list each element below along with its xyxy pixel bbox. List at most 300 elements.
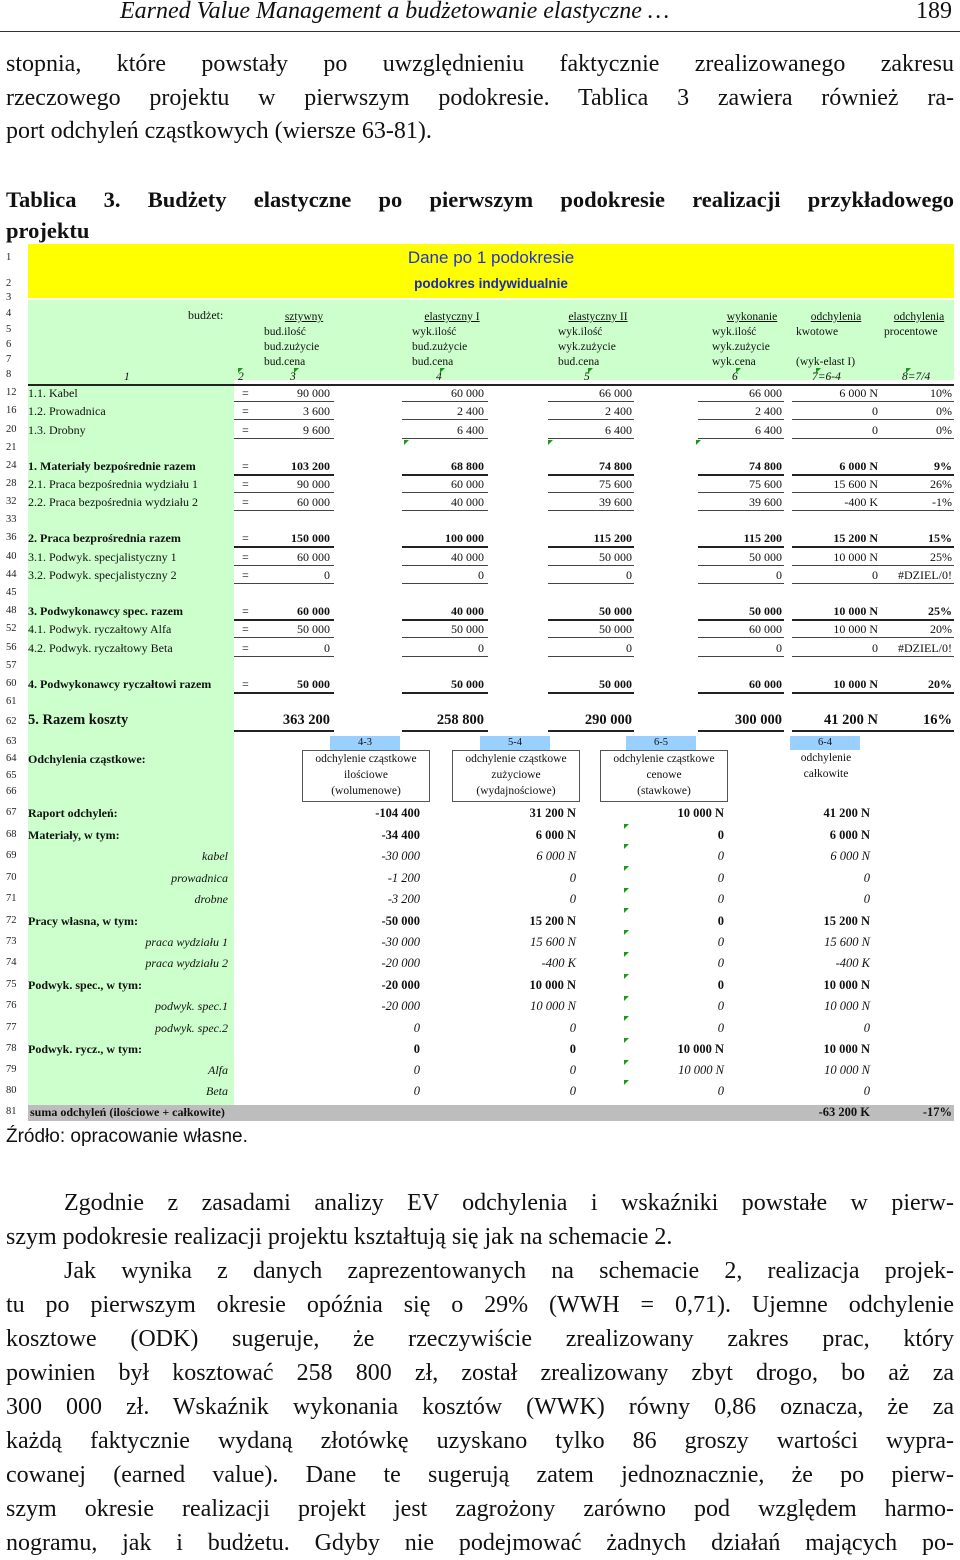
cell-value: 115 200 bbox=[743, 531, 782, 545]
report-value: 6 000 N bbox=[535, 828, 576, 842]
caption-line: projektu bbox=[6, 218, 90, 243]
column-header: wyk.ilość bbox=[412, 326, 457, 338]
report-label: Beta bbox=[206, 1084, 228, 1098]
report-value: 15 200 N bbox=[529, 914, 576, 928]
formula-chip: 6-4 bbox=[790, 736, 860, 750]
row-label: 4.1. Podwyk. ryczałtowy Alfa bbox=[28, 622, 172, 636]
formula-chip: 5-4 bbox=[480, 736, 550, 750]
cell-rule bbox=[402, 438, 488, 439]
report-value: 0 bbox=[413, 1063, 420, 1077]
cell-rule bbox=[792, 656, 880, 657]
cell-rule bbox=[548, 492, 634, 493]
row-number: 8 bbox=[6, 369, 12, 380]
sum-row-percent: -17% bbox=[922, 1105, 952, 1119]
table-caption bbox=[6, 184, 954, 246]
column-header: wyk.ilość bbox=[712, 326, 757, 338]
row-number: 61 bbox=[6, 696, 17, 707]
cell-rule bbox=[234, 583, 334, 584]
report-value: 0 bbox=[717, 956, 724, 970]
cell-value: 0 bbox=[324, 641, 330, 655]
cell-value: 6 400 bbox=[755, 423, 782, 437]
cell-value: 6 000 N bbox=[839, 459, 878, 473]
row-label: 2.1. Praca bezpośrednia wydziału 1 bbox=[28, 477, 198, 491]
report-label: praca wydziału 2 bbox=[145, 956, 228, 970]
row-number: 79 bbox=[6, 1064, 17, 1075]
column-header: bud.ilość bbox=[264, 326, 306, 338]
cell-value: 40 000 bbox=[451, 495, 484, 509]
column-number: 3 bbox=[290, 371, 296, 383]
cell-rule bbox=[402, 401, 488, 402]
cell-marker bbox=[624, 1016, 629, 1021]
report-value: 0 bbox=[717, 935, 724, 949]
cell-rule bbox=[548, 565, 634, 566]
body-line: 300 000 zł. Wskaźnik wykonania kosztów (WWK) równy 0,86 oznacza, że za bbox=[6, 1394, 954, 1420]
cell-value: 363 200 bbox=[282, 712, 330, 728]
report-value: 0 bbox=[717, 828, 724, 842]
row-label: 2.2. Praca bezpośrednia wydziału 2 bbox=[28, 495, 198, 509]
cell-value: 6 400 bbox=[605, 423, 632, 437]
cell-value: 90 000 bbox=[297, 386, 330, 400]
report-value: 10 000 N bbox=[677, 806, 724, 820]
caption-line: Tablica 3. Budżety elastyczne po pierwszym podokresie realizacji przykładowego bbox=[6, 187, 954, 212]
cell-rule bbox=[880, 438, 954, 439]
row-number: 67 bbox=[6, 807, 17, 818]
cell-value: 40 000 bbox=[451, 550, 484, 564]
cell-value: 68 800 bbox=[451, 459, 484, 473]
cell-value: 115 200 bbox=[593, 531, 632, 545]
cell-rule bbox=[402, 510, 488, 511]
row-label: 5. Razem koszty bbox=[28, 712, 129, 728]
intro-line: rzeczowego projektu w pierwszym podokresie. Tablica 3 zawiera również ra- bbox=[6, 84, 954, 111]
row-label: 3. Podwykonawcy spec. razem bbox=[28, 604, 183, 618]
banner-subtitle: podokres indywidualnie bbox=[414, 276, 568, 291]
cell-marker bbox=[588, 368, 593, 373]
report-value: -400 K bbox=[835, 956, 870, 970]
cell-rule bbox=[548, 474, 634, 476]
report-value: -20 000 bbox=[381, 978, 420, 992]
cell-value: 15% bbox=[928, 531, 952, 545]
cell-rule bbox=[234, 565, 334, 566]
cell-value: 10% bbox=[930, 386, 952, 400]
report-value: 15 200 N bbox=[823, 914, 870, 928]
formula-chip: 4-3 bbox=[330, 736, 400, 750]
partial-box-line: odchylenie cząstkowe bbox=[465, 753, 567, 765]
report-value: 0 bbox=[413, 1021, 420, 1035]
cell-value: 10 000 N bbox=[833, 622, 878, 636]
partial-box-line: zużyciowe bbox=[491, 769, 541, 781]
report-value: 0 bbox=[413, 1084, 420, 1098]
budget-label: budżet: bbox=[188, 308, 224, 322]
row-number: 80 bbox=[6, 1085, 17, 1096]
partial-box-line: odchylenie cząstkowe bbox=[613, 753, 715, 765]
row-number: 57 bbox=[6, 660, 17, 671]
cell-rule bbox=[234, 656, 334, 657]
cell-value: 50 000 bbox=[297, 622, 330, 636]
body-line: szym podokresie realizacji projektu kształtują się jak na schemacie 2. bbox=[6, 1224, 673, 1250]
cell-rule bbox=[402, 492, 488, 493]
cell-marker bbox=[238, 368, 243, 373]
cell-rule bbox=[234, 419, 334, 420]
cell-value: 50 000 bbox=[297, 677, 330, 691]
cell-value: 66 000 bbox=[749, 386, 782, 400]
cell-value: 0% bbox=[936, 423, 952, 437]
report-value: -34 400 bbox=[381, 828, 420, 842]
body-line: szym okresie realizacji projekt jest zagrożony zarówno pod względem harmo- bbox=[6, 1496, 954, 1522]
equals-sign: = bbox=[242, 531, 249, 545]
sum-row-label: suma odchyleń (ilościowe + całkowite) bbox=[28, 1105, 954, 1121]
spreadsheet-table bbox=[6, 244, 954, 1122]
column-header: sztywny bbox=[284, 311, 324, 323]
cell-rule bbox=[792, 583, 880, 584]
row-number: 70 bbox=[6, 872, 17, 883]
cell-value: 0 bbox=[872, 641, 878, 655]
body-line: nogramu, jak i budżetu. Gdyby nie podejmować żadnych działań mających po- bbox=[6, 1530, 954, 1556]
column-header: elastyczny I bbox=[424, 311, 480, 323]
cell-rule bbox=[548, 546, 634, 548]
cell-value: 9% bbox=[934, 459, 952, 473]
cell-rule bbox=[792, 419, 880, 420]
cell-value: 50 000 bbox=[599, 550, 632, 564]
cell-value: 50 000 bbox=[749, 550, 782, 564]
formula-chip: 6-5 bbox=[626, 736, 696, 750]
row-label: 4.2. Podwyk. ryczałtowy Beta bbox=[28, 641, 173, 655]
cell-value: 50 000 bbox=[749, 604, 782, 618]
column-header: wykonanie bbox=[726, 311, 778, 323]
cell-rule bbox=[234, 438, 334, 439]
equals-sign: = bbox=[242, 550, 249, 564]
row-number: 24 bbox=[6, 460, 17, 471]
cell-value: 103 200 bbox=[291, 459, 330, 473]
partial-box-line: ilościowe bbox=[343, 769, 389, 781]
report-value: 0 bbox=[717, 999, 724, 1013]
cell-rule bbox=[234, 637, 334, 638]
row-number: 73 bbox=[6, 936, 17, 947]
cell-value: 10 000 N bbox=[833, 550, 878, 564]
row-number: 60 bbox=[6, 678, 17, 689]
body-line: Zgodnie z zasadami analizy EV odchylenia i wskaźniki powstałe w pierw- bbox=[64, 1190, 954, 1216]
report-value: -20 000 bbox=[381, 956, 420, 970]
intro-line: port odchyleń cząstkowych (wiersze 63-81). bbox=[6, 118, 432, 144]
cell-value: 50 000 bbox=[451, 622, 484, 636]
report-value: 0 bbox=[863, 892, 870, 906]
partial-title: Odchylenia cząstkowe: bbox=[28, 752, 146, 766]
cell-value: 15 600 N bbox=[833, 477, 878, 491]
cell-value: 2 400 bbox=[755, 404, 782, 418]
cell-rule bbox=[792, 637, 880, 638]
cell-rule bbox=[698, 730, 784, 732]
partial-box-line: odchylenie bbox=[800, 752, 852, 764]
report-value: 15 600 N bbox=[530, 935, 576, 949]
report-value: 0 bbox=[717, 1021, 724, 1035]
cell-value: 16% bbox=[923, 712, 952, 728]
cell-rule bbox=[880, 637, 954, 638]
equals-sign: = bbox=[242, 459, 249, 473]
body-line: cowanej (earned value). Dane te sugerują zatem jednoznacznie, że po pierw- bbox=[6, 1462, 954, 1488]
row-label: 1.2. Prowadnica bbox=[28, 404, 106, 418]
report-value: 10 000 N bbox=[678, 1063, 724, 1077]
equals-sign: = bbox=[242, 641, 249, 655]
report-value: 10 000 N bbox=[823, 1042, 870, 1056]
cell-rule bbox=[402, 656, 488, 657]
cell-marker bbox=[404, 440, 409, 445]
column-header: bud.zużycie bbox=[264, 341, 320, 353]
report-value: 41 200 N bbox=[823, 806, 870, 820]
cell-value: 0 bbox=[872, 568, 878, 582]
cell-rule bbox=[698, 565, 784, 566]
column-header: bud.cena bbox=[412, 356, 454, 368]
report-label: Alfa bbox=[208, 1063, 228, 1077]
cell-value: 25% bbox=[928, 604, 952, 618]
column-header: wyk.ilość bbox=[558, 326, 603, 338]
report-label: Podwyk. spec., w tym: bbox=[28, 978, 142, 992]
cell-rule bbox=[792, 619, 880, 621]
equals-sign: = bbox=[242, 386, 249, 400]
row-number: 77 bbox=[6, 1022, 17, 1033]
cell-value: 41 200 N bbox=[824, 712, 878, 728]
equals-sign: = bbox=[242, 404, 249, 418]
report-value: 0 bbox=[717, 892, 724, 906]
cell-marker bbox=[624, 930, 629, 935]
row-number: 81 bbox=[6, 1106, 17, 1117]
cell-rule bbox=[698, 510, 784, 511]
cell-value: 0 bbox=[776, 641, 782, 655]
equals-sign: = bbox=[242, 622, 249, 636]
cell-value: 0 bbox=[626, 641, 632, 655]
report-label: podwyk. spec.1 bbox=[155, 999, 228, 1013]
row-number: 3 bbox=[6, 292, 12, 303]
cell-value: 60 000 bbox=[749, 622, 782, 636]
cell-marker bbox=[624, 1038, 629, 1043]
row-number: 12 bbox=[6, 387, 17, 398]
cell-rule bbox=[402, 474, 488, 476]
cell-value: 75 600 bbox=[749, 477, 782, 491]
partial-box bbox=[302, 750, 430, 802]
cell-rule bbox=[880, 565, 954, 566]
partial-box bbox=[452, 750, 580, 802]
column-header: kwotowe bbox=[796, 326, 839, 338]
column-number: 8=7/4 bbox=[902, 371, 931, 383]
cell-value: 15 200 N bbox=[833, 531, 878, 545]
report-value: 0 bbox=[413, 1042, 420, 1056]
row-number: 4 bbox=[6, 308, 12, 319]
row-number: 40 bbox=[6, 551, 17, 562]
cell-value: 74 800 bbox=[749, 459, 782, 473]
cell-value: 74 800 bbox=[599, 459, 632, 473]
cell-value: 6 000 N bbox=[839, 386, 878, 400]
row-number: 69 bbox=[6, 850, 17, 861]
row-number: 76 bbox=[6, 1000, 17, 1011]
cell-value: 50 000 bbox=[599, 622, 632, 636]
cell-marker bbox=[906, 368, 911, 373]
cell-rule bbox=[548, 583, 634, 584]
cell-value: 9 600 bbox=[303, 423, 330, 437]
row-number: 64 bbox=[6, 753, 17, 764]
report-value: 10 000 N bbox=[824, 1063, 870, 1077]
row-label: 1.1. Kabel bbox=[28, 386, 78, 400]
column-header: elastyczny II bbox=[568, 311, 628, 323]
column-header: (wyk-elast I) bbox=[796, 356, 856, 368]
cell-rule bbox=[698, 401, 784, 402]
cell-value: 60 000 bbox=[451, 386, 484, 400]
report-value: -30 000 bbox=[381, 935, 420, 949]
report-value: 0 bbox=[863, 871, 870, 885]
cell-rule bbox=[880, 401, 954, 402]
cell-value: 40 000 bbox=[451, 604, 484, 618]
row-number: 21 bbox=[6, 442, 17, 453]
cell-value: 50 000 bbox=[599, 677, 632, 691]
cell-value: 0 bbox=[626, 568, 632, 582]
running-title: Earned Value Management a budżetowanie elastyczne … bbox=[120, 0, 670, 24]
cell-marker bbox=[548, 440, 553, 445]
cell-marker bbox=[624, 866, 629, 871]
row-number: 1 bbox=[6, 252, 12, 263]
cell-rule bbox=[402, 619, 488, 621]
cell-rule bbox=[698, 474, 784, 476]
cell-rule bbox=[698, 619, 784, 621]
running-header bbox=[0, 0, 960, 32]
cell-rule bbox=[880, 583, 954, 584]
report-value: 0 bbox=[717, 871, 724, 885]
cell-value: 2 400 bbox=[457, 404, 484, 418]
column-header: wyk.zużycie bbox=[558, 341, 616, 353]
cell-rule bbox=[548, 401, 634, 402]
cell-rule bbox=[234, 619, 334, 621]
cell-marker bbox=[816, 368, 821, 373]
cell-marker bbox=[624, 952, 629, 957]
cell-value: 300 000 bbox=[734, 712, 782, 728]
cell-rule bbox=[402, 730, 488, 732]
cell-rule bbox=[548, 730, 634, 732]
row-label: 3.1. Podwyk. specjalistyczny 1 bbox=[28, 550, 177, 564]
cell-rule bbox=[880, 510, 954, 511]
cell-value: -1% bbox=[932, 495, 952, 509]
column-header: bud.cena bbox=[558, 356, 600, 368]
cell-marker bbox=[624, 888, 629, 893]
report-value: 0 bbox=[569, 1042, 576, 1056]
cell-marker bbox=[294, 368, 299, 373]
partial-box-line: (wydajnościowe) bbox=[476, 785, 556, 797]
row-number: 72 bbox=[6, 915, 17, 926]
cell-rule bbox=[698, 546, 784, 548]
row-number: 32 bbox=[6, 496, 17, 507]
cell-value: 0 bbox=[872, 423, 878, 437]
cell-rule bbox=[234, 474, 334, 476]
cell-value: 20% bbox=[928, 677, 952, 691]
row-number: 62 bbox=[6, 716, 17, 727]
report-value: 0 bbox=[717, 978, 724, 992]
column-header: procentowe bbox=[884, 326, 938, 338]
cell-rule bbox=[548, 656, 634, 657]
cell-rule bbox=[698, 492, 784, 493]
cell-rule bbox=[402, 637, 488, 638]
row-number: 7 bbox=[6, 354, 12, 365]
report-value: 0 bbox=[717, 849, 724, 863]
cell-rule bbox=[792, 510, 880, 511]
body-line: powinien był kosztować 258 800 zł, został zrealizowany zbyt drogo, bo aż za bbox=[6, 1360, 954, 1386]
report-value: 10 000 N bbox=[824, 999, 870, 1013]
partial-box bbox=[600, 750, 728, 802]
cell-rule bbox=[402, 546, 488, 548]
cell-value: 100 000 bbox=[445, 531, 484, 545]
row-number: 33 bbox=[6, 514, 17, 525]
row-number: 63 bbox=[6, 736, 17, 747]
sheet-banner bbox=[28, 244, 954, 298]
report-value: 0 bbox=[569, 871, 576, 885]
report-value: 0 bbox=[863, 1021, 870, 1035]
report-value: 6 000 N bbox=[829, 828, 870, 842]
cell-value: 2 400 bbox=[605, 404, 632, 418]
cell-marker bbox=[624, 1080, 629, 1085]
cell-rule bbox=[548, 419, 634, 420]
report-value: -30 000 bbox=[381, 849, 420, 863]
row-number: 44 bbox=[6, 569, 17, 580]
report-value: 10 000 N bbox=[530, 999, 576, 1013]
cell-value: 0 bbox=[872, 404, 878, 418]
cell-value: 60 000 bbox=[297, 550, 330, 564]
cell-rule bbox=[234, 492, 334, 493]
report-value: 15 600 N bbox=[824, 935, 870, 949]
report-value: 0 bbox=[569, 1084, 576, 1098]
cell-marker bbox=[624, 996, 629, 1001]
equals-sign: = bbox=[242, 477, 249, 491]
column-header: bud.zużycie bbox=[412, 341, 468, 353]
body-line: kosztowe (ODK) sugeruje, że rzeczywiście zrealizowany zakres prac, który bbox=[6, 1326, 954, 1352]
report-value: -3 200 bbox=[387, 892, 420, 906]
cell-rule bbox=[880, 546, 954, 548]
cell-rule bbox=[548, 692, 634, 694]
report-value: -50 000 bbox=[381, 914, 420, 928]
cell-value: 50 000 bbox=[599, 604, 632, 618]
row-number: 68 bbox=[6, 829, 17, 840]
column-header: odchylenia bbox=[810, 311, 862, 323]
cell-rule bbox=[792, 565, 880, 566]
cell-rule bbox=[880, 692, 954, 694]
row-number: 5 bbox=[6, 324, 12, 335]
row-label: 2. Praca bezprośrednia razem bbox=[28, 531, 181, 545]
report-value: -1 200 bbox=[387, 871, 420, 885]
row-number: 74 bbox=[6, 957, 17, 968]
cell-value: 6 400 bbox=[457, 423, 484, 437]
cell-rule bbox=[698, 656, 784, 657]
cell-marker bbox=[624, 908, 629, 913]
cell-rule bbox=[234, 510, 334, 511]
row-label: 4. Podwykonawcy ryczałtowi razem bbox=[28, 677, 212, 691]
cell-value: 0% bbox=[936, 404, 952, 418]
cell-value: 290 000 bbox=[584, 712, 632, 728]
row-number: 65 bbox=[6, 770, 17, 781]
cell-rule bbox=[880, 492, 954, 493]
report-value: 10 000 N bbox=[823, 978, 870, 992]
report-value: -400 K bbox=[541, 956, 576, 970]
report-value: 6 000 N bbox=[830, 849, 870, 863]
row-number: 66 bbox=[6, 786, 17, 797]
column-header: bud.cena bbox=[264, 356, 306, 368]
cell-rule bbox=[548, 619, 634, 621]
cell-rule bbox=[234, 730, 334, 732]
equals-sign: = bbox=[242, 423, 249, 437]
row-label: 1.3. Drobny bbox=[28, 423, 86, 437]
column-number: 6 bbox=[732, 371, 738, 383]
body-line: tu po pierwszym okresie opóźnia się o 29% (WWH = 0,71). Ujemne odchylenie bbox=[6, 1292, 954, 1318]
cell-value: 39 600 bbox=[599, 495, 632, 509]
body-text bbox=[6, 1186, 954, 1560]
report-label: podwyk. spec.2 bbox=[155, 1021, 228, 1035]
report-label: Podwyk. rycz., w tym: bbox=[28, 1042, 142, 1056]
cell-rule bbox=[548, 637, 634, 638]
column-header: odchylenia bbox=[893, 311, 945, 323]
partial-box-line: (stawkowe) bbox=[637, 785, 691, 797]
row-number: 56 bbox=[6, 642, 17, 653]
